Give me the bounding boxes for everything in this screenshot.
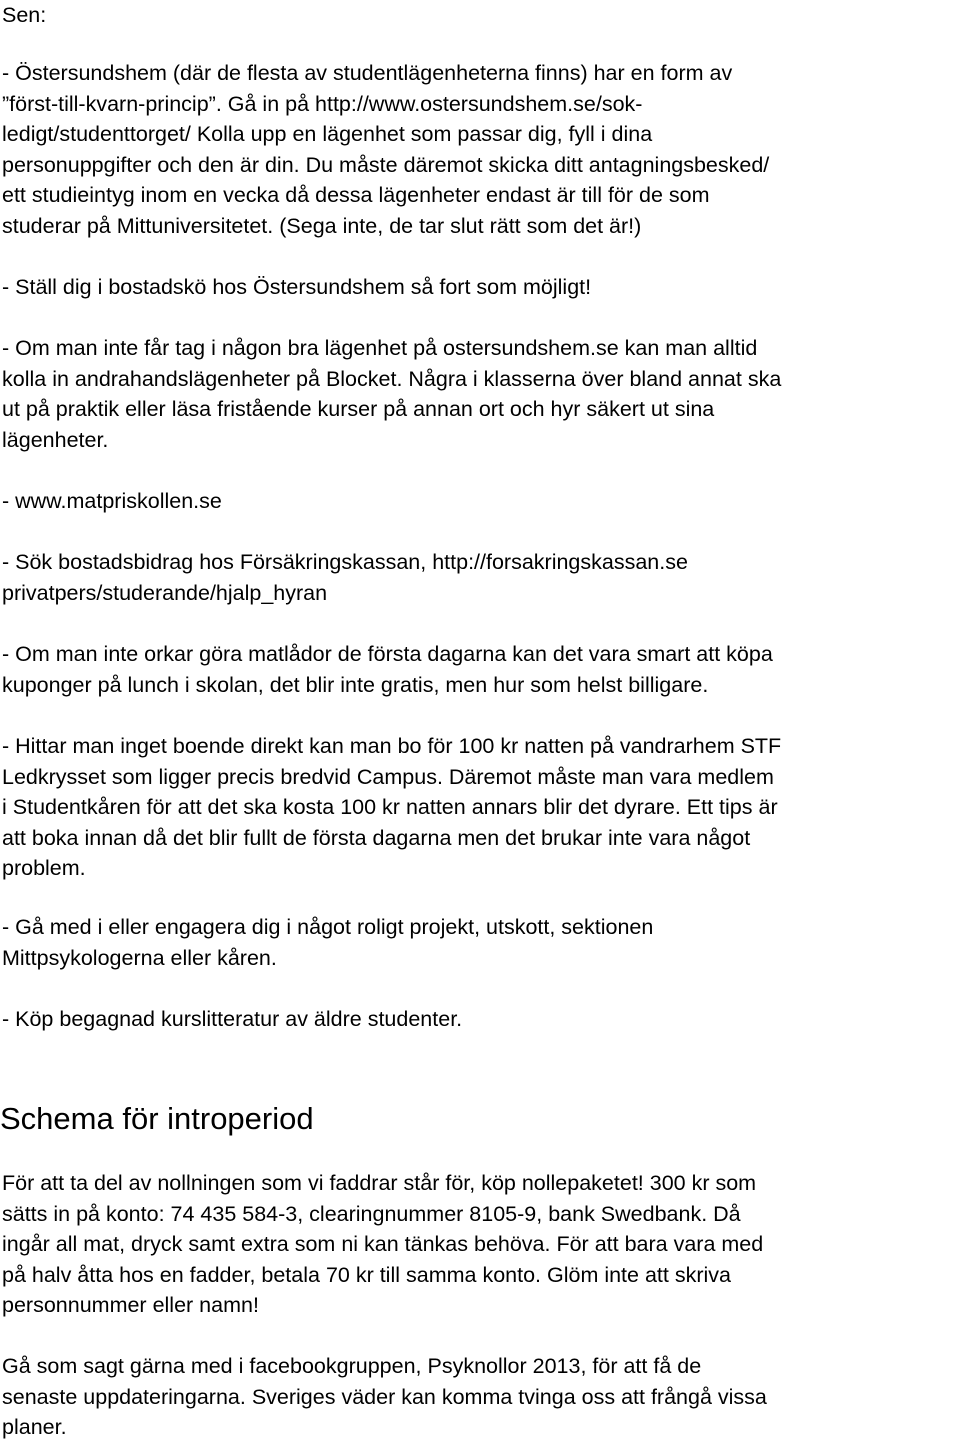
paragraph-facebookgrupp — [2, 1351, 958, 1443]
section-heading: Schema för introperiod — [0, 1101, 314, 1136]
text-line: ledigt/studenttorget/ Kolla upp en lägenhet som passar dig, fyll i dina — [2, 122, 653, 147]
text-line: - Hittar man inget boende direkt kan man bo för 100 kr natten på vandrarhem STF — [2, 734, 782, 758]
text-line: sätts in på konto: 74 435 584-3, clearingnummer 8105-9, bank Swedbank. Då — [2, 1201, 741, 1226]
text-line: ”först-till-kvarn-princip”. Gå in på http://www.ostersundshem.se/sok- — [2, 91, 643, 116]
paragraph-matpriskollen — [2, 486, 958, 517]
sen-label: Sen: — [2, 3, 47, 27]
text-line: För att ta del av nollningen som vi faddrar står för, köp nollepaketet! 300 kr som — [2, 1171, 757, 1195]
paragraph-bostadsko — [2, 272, 958, 303]
text-line: - Om man inte orkar göra matlådor de första dagarna kan det vara smart att köpa — [2, 642, 773, 666]
text-line: Gå som sagt gärna med i facebookgruppen, Psyknollor 2013, för att få de — [2, 1354, 702, 1378]
text-line: senaste uppdateringarna. Sveriges väder kan komma tvinga oss att frångå vissa — [2, 1384, 767, 1409]
text-line: - Sök bostadsbidrag hos Försäkringskassan, http://forsakringskassan.se — [2, 550, 688, 574]
paragraph-engagera — [2, 912, 958, 973]
text-line: planer. — [2, 1415, 67, 1440]
text-line: studerar på Mittuniversitetet. (Sega inte, de tar slut rätt som det är!) — [2, 213, 642, 238]
text-line: kuponger på lunch i skolan, det blir inte gratis, men hur som helst billigare. — [2, 672, 709, 697]
text-line: - Om man inte får tag i någon bra lägenhet på ostersundshem.se kan man alltid — [2, 336, 758, 360]
text-line: kolla in andrahandslägenheter på Blocket. Några i klasserna över bland annat ska — [2, 366, 782, 391]
text-line: på halv åtta hos en fadder, betala 70 kr till samma konto. Glöm inte att skriva — [2, 1262, 731, 1287]
text-line: ut på praktik eller läsa fristående kurser på annan ort och hyr säkert ut sina — [2, 397, 715, 422]
text-line: att boka innan då det blir fullt de första dagarna men det brukar inte vara något — [2, 825, 751, 850]
paragraph-matlador — [2, 639, 958, 700]
text-line: privatpers/studerande/hjalp_hyran — [2, 580, 328, 605]
paragraph-nollepaket — [2, 1168, 958, 1321]
text-line: lägenheter. — [2, 427, 109, 452]
text-line: problem. — [2, 856, 86, 881]
paragraph-andrahand — [2, 333, 958, 455]
paragraph-kurslitteratur — [2, 1004, 958, 1035]
text-line: ingår all mat, dryck samt extra som ni kan tänkas behöva. För att bara vara med — [2, 1232, 764, 1257]
text-line: Ledkrysset som ligger precis bredvid Campus. Däremot måste man vara medlem — [2, 764, 774, 789]
text-line: - www.matpriskollen.se — [2, 489, 222, 513]
text-line: personuppgifter och den är din. Du måste däremot skicka ditt antagningsbesked/ — [2, 152, 770, 177]
text-line: Mittpsykologerna eller kåren. — [2, 945, 277, 970]
text-line: - Ställ dig i bostadskö hos Östersundshem så fort som möjligt! — [2, 275, 592, 299]
paragraph-vandrarhem — [2, 731, 958, 884]
text-line: - Gå med i eller engagera dig i något roligt projekt, utskott, sektionen — [2, 915, 654, 939]
text-line: - Köp begagnad kurslitteratur av äldre studenter. — [2, 1007, 463, 1031]
text-line: personnummer eller namn! — [2, 1293, 259, 1318]
text-line: ett studieintyg inom en vecka då dessa lägenheter endast är till för de som — [2, 183, 710, 208]
text-line: - Östersundshem (där de flesta av studentlägenheterna finns) har en form av — [2, 61, 733, 85]
paragraph-bostadsbidrag — [2, 547, 958, 608]
paragraph-ostersundshem — [2, 58, 958, 242]
text-line: i Studentkåren för att det ska kosta 100 kr natten annars blir det dyrare. Ett tips är — [2, 795, 778, 820]
